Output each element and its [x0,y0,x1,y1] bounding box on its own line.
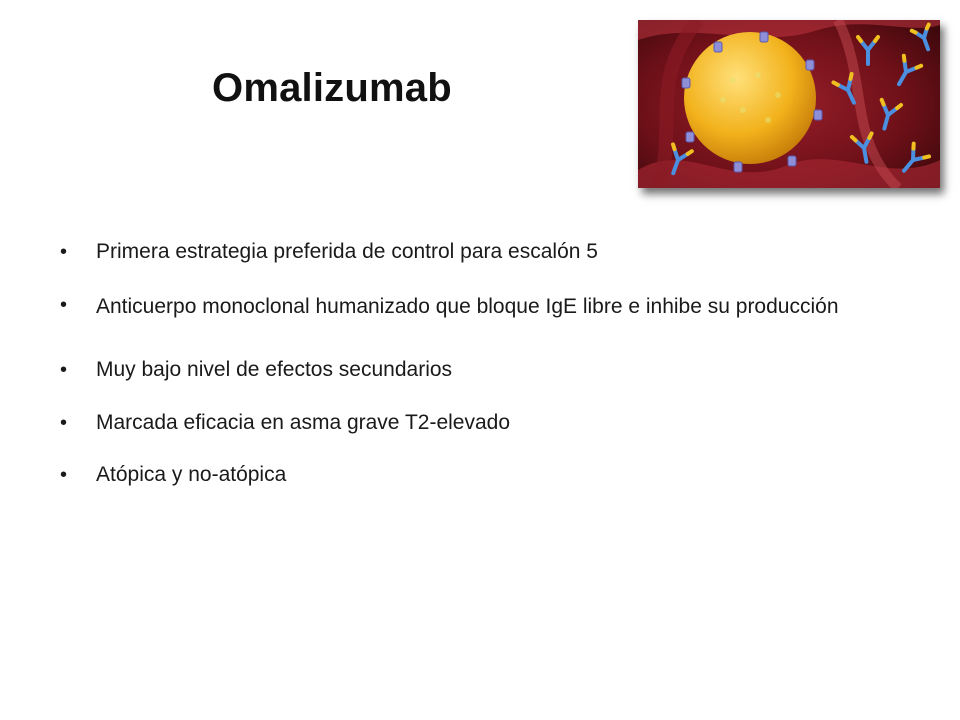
bullet-text: Primera estrategia preferida de control para escalón 5 [96,240,598,263]
bullet-list [60,236,920,512]
antibody-illustration [638,20,940,188]
list-item [60,407,920,440]
list-item [60,279,920,335]
list-item [60,236,920,269]
bullet-glyph: • [60,411,68,434]
bullet-glyph: • [60,293,68,316]
bullet-glyph: • [60,241,68,263]
bullet-text: Atópica y no-atópica [96,463,287,487]
bullet-text: Marcada eficacia en asma grave T2-elevado [96,410,511,434]
slide-title: Omalizumab [212,66,452,110]
bullet-glyph: • [60,359,68,382]
bullet-text: Anticuerpo monoclonal humanizado que bloque IgE libre e inhibe su producción [96,294,839,318]
list-item [60,459,920,492]
bullet-glyph: • [60,464,68,487]
antibody-illustration-graphic [638,20,940,188]
bullet-text: Muy bajo nivel de efectos secundarios [96,358,453,382]
list-item [60,354,920,387]
